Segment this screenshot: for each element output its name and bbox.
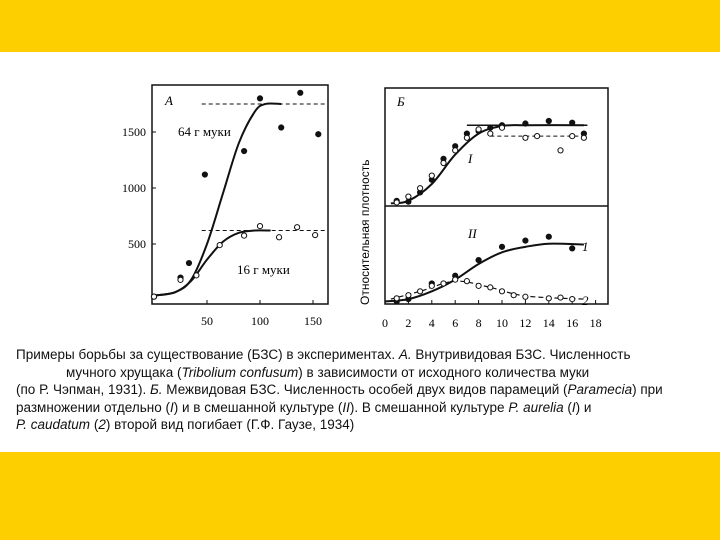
caption-line-5 <box>16 416 716 434</box>
data-point <box>406 199 411 204</box>
data-point <box>570 246 575 251</box>
x-tick-label: 50 <box>201 314 213 328</box>
data-point <box>151 294 156 299</box>
caption-italic: I <box>571 399 576 415</box>
data-point <box>186 260 191 265</box>
data-point <box>418 289 423 294</box>
data-point <box>316 132 321 137</box>
data-point <box>257 223 262 228</box>
caption-text: ). В смешанной культуре <box>349 399 509 415</box>
caption-text: ) в зависимости от исходного количества муки <box>298 364 590 380</box>
data-point <box>488 125 493 130</box>
x-tick-label: 2 <box>405 316 412 330</box>
data-point <box>276 235 281 240</box>
caption-text: (по Р. Чэпман, 1931). <box>16 382 150 397</box>
data-point <box>418 186 423 191</box>
data-point <box>523 238 528 243</box>
data-point <box>581 135 586 140</box>
caption-italic: Б. <box>150 382 163 397</box>
caption-italic: P. caudatum <box>16 417 91 432</box>
data-point <box>570 297 575 302</box>
data-point <box>476 258 481 263</box>
data-point <box>394 296 399 301</box>
data-point <box>298 90 303 95</box>
caption-line-4 <box>16 399 716 417</box>
caption-line-1 <box>16 346 716 364</box>
panel-b-plot <box>382 118 602 330</box>
data-point <box>558 148 563 153</box>
caption-text: ) второй вид погибает (Г.Ф. Гаузе, 1934) <box>105 417 355 432</box>
x-tick-label: 18 <box>589 316 602 330</box>
data-point <box>488 131 493 136</box>
data-point <box>476 283 481 288</box>
panel-a-label: А <box>165 93 173 108</box>
data-point <box>488 285 493 290</box>
data-point <box>464 279 469 284</box>
subplot-i-label: I <box>468 151 473 166</box>
caption-italic: А. <box>398 347 412 362</box>
caption-text: Межвидовая БЗС. Численность особей двух видов парамеций ( <box>162 382 568 397</box>
caption-text: Примеры борьбы за существование (БЗС) в экспериментах. <box>16 347 399 362</box>
data-point <box>523 121 528 126</box>
caption-italic: 2 <box>98 417 106 432</box>
data-point <box>295 225 300 230</box>
data-point <box>523 294 528 299</box>
data-point <box>313 232 318 237</box>
data-point <box>511 293 516 298</box>
subplot-ii-label: II <box>468 226 477 241</box>
data-point <box>257 96 262 101</box>
data-point <box>546 296 551 301</box>
annotation-16g: 16 г муки <box>237 262 290 277</box>
x-tick-label: 4 <box>428 316 435 330</box>
data-point <box>178 277 183 282</box>
data-point <box>242 233 247 238</box>
figure-caption <box>16 346 716 434</box>
caption-text: размножении отдельно ( <box>16 399 170 415</box>
caption-italic: I <box>169 399 174 415</box>
caption-italic: Paramecia <box>567 382 633 397</box>
x-tick-label: 6 <box>452 316 459 330</box>
panel-b-ylabel: Относительная плотность <box>358 159 372 305</box>
x-tick-label: 150 <box>304 314 322 328</box>
data-point <box>441 281 446 286</box>
data-point <box>570 134 575 139</box>
y-tick-label: 1000 <box>122 181 146 195</box>
data-point <box>394 200 399 205</box>
series-label-2: 2 <box>582 293 589 308</box>
data-point <box>217 243 222 248</box>
caption-italic: P. aurelia <box>508 399 564 415</box>
x-tick-label: 0 <box>382 316 388 330</box>
x-tick-label: 12 <box>519 316 532 330</box>
x-tick-label: 10 <box>496 316 508 330</box>
data-point <box>464 135 469 140</box>
data-point <box>499 244 504 249</box>
data-point <box>279 125 284 130</box>
data-point <box>453 277 458 282</box>
caption-italic: II <box>342 399 350 415</box>
data-point <box>558 295 563 300</box>
data-point <box>441 160 446 165</box>
y-tick-label: 1500 <box>122 125 146 139</box>
data-point <box>535 134 540 139</box>
data-point <box>476 127 481 132</box>
data-point <box>453 148 458 153</box>
caption-text: ) при <box>632 382 663 397</box>
data-point <box>499 125 504 130</box>
data-point <box>523 135 528 140</box>
data-point <box>546 234 551 239</box>
data-point <box>242 148 247 153</box>
data-point <box>570 120 575 125</box>
series-label-1: 1 <box>582 239 589 254</box>
data-point <box>499 289 504 294</box>
data-point <box>429 283 434 288</box>
data-point <box>429 173 434 178</box>
caption-text: ) и в смешанной культуре ( <box>173 399 343 415</box>
caption-text: ( <box>563 399 572 415</box>
caption-text: ) и <box>575 399 592 415</box>
caption-line-2 <box>16 364 716 382</box>
data-point <box>194 273 199 278</box>
data-point <box>406 293 411 298</box>
caption-italic: Tribolium confusum <box>181 364 299 380</box>
panel-b-label: Б <box>397 94 405 109</box>
data-point <box>202 172 207 177</box>
caption-line-3 <box>16 381 716 399</box>
caption-text: Внутривидовая БЗС. Численность <box>411 347 631 362</box>
x-tick-label: 100 <box>251 314 269 328</box>
annotation-64g: 64 г муки <box>178 124 231 139</box>
caption-text: мучного хрущака ( <box>66 364 182 380</box>
data-point <box>546 118 551 123</box>
data-point <box>406 194 411 199</box>
x-tick-label: 14 <box>542 316 555 330</box>
caption-text: ( <box>90 417 99 432</box>
y-tick-label: 500 <box>128 237 146 251</box>
x-tick-label: 8 <box>475 316 482 330</box>
x-tick-label: 16 <box>566 316 579 330</box>
